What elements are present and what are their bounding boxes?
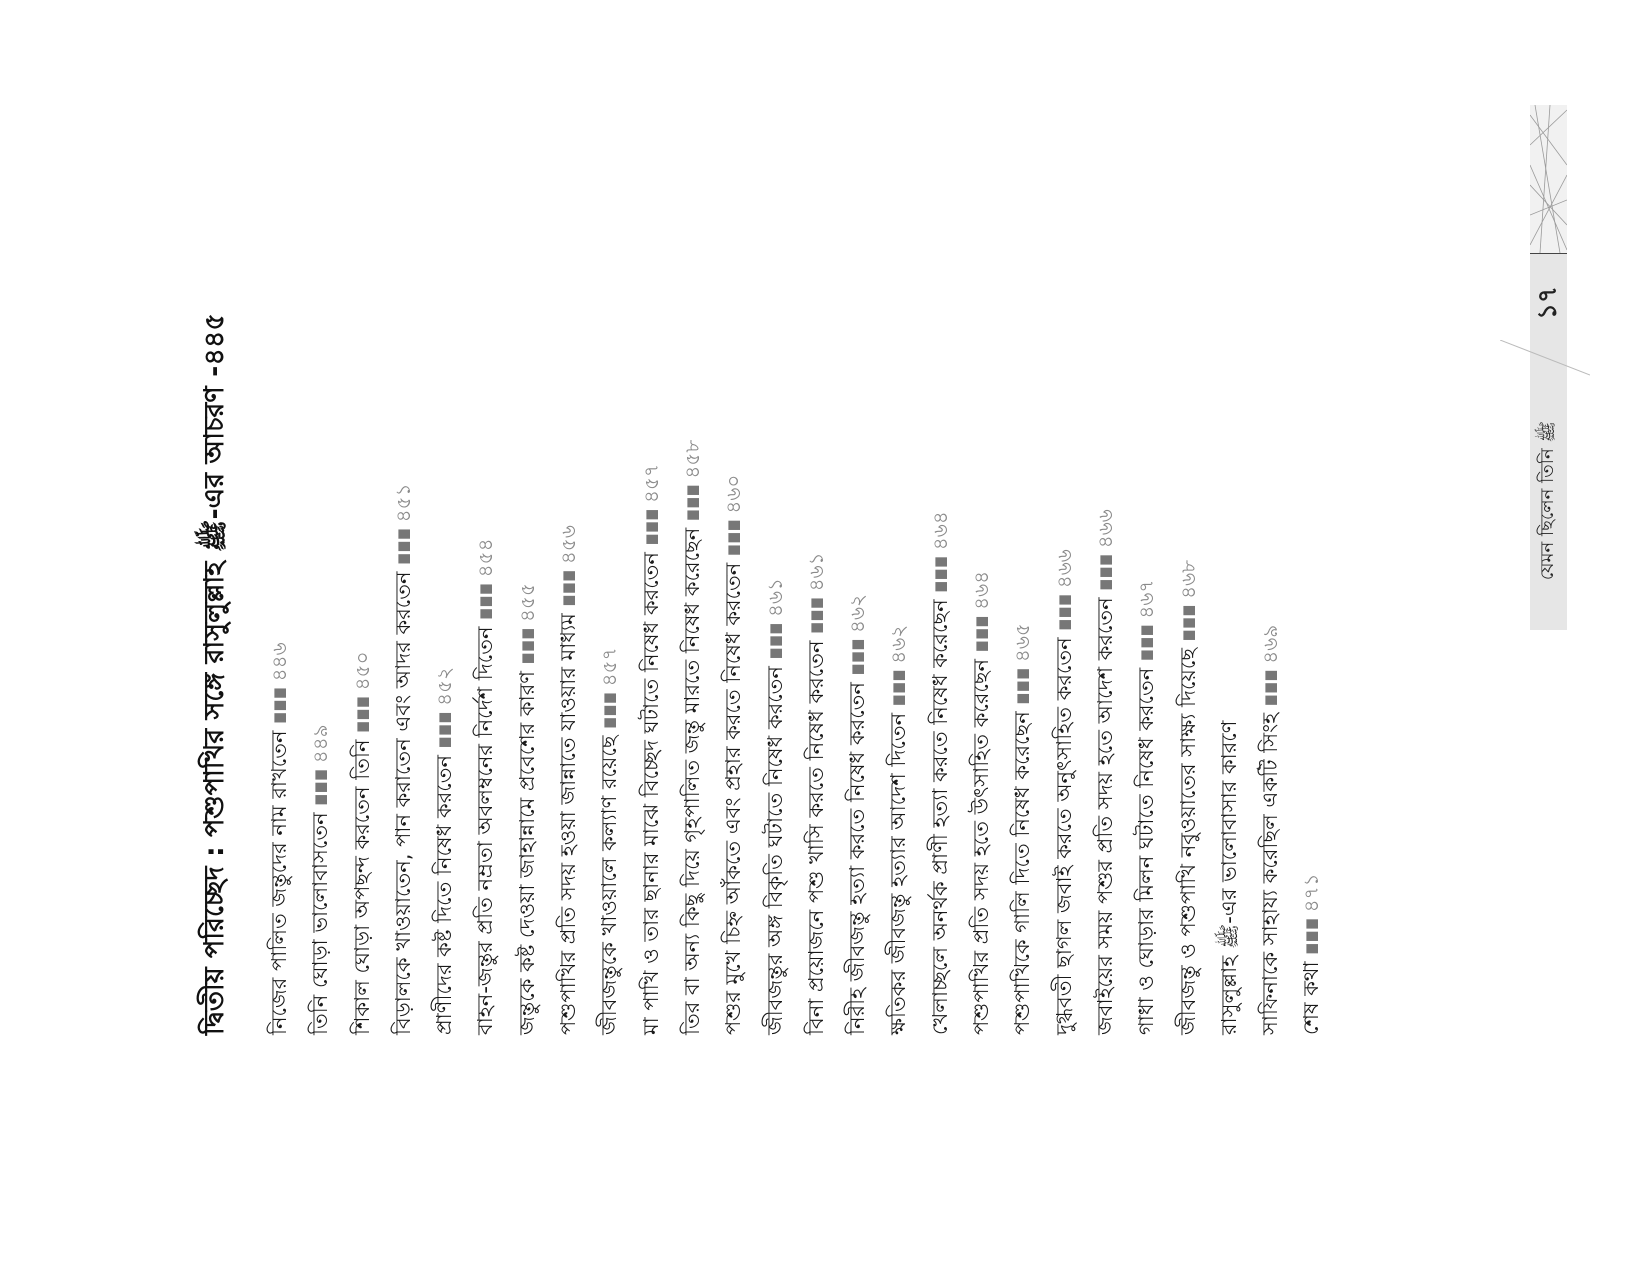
- contents-block: [195, 235, 1333, 1035]
- dot-leader: ∎∎∎: [638, 508, 663, 547]
- toc-entry-title: পশুপাখির প্রতি সদয় হওয়া জান্নাতে যাওয়ার মাধ্যম: [556, 613, 581, 1035]
- toc-entry: [465, 235, 506, 1035]
- dot-leader: ∎∎∎: [556, 570, 581, 608]
- toc-entry: [300, 235, 341, 1035]
- toc-entry-title: তির বা অন্য কিছু দিয়ে গৃহপালিত জন্তু মারতে নিষেধ করেছেন: [679, 527, 704, 1035]
- dot-leader: ∎∎∎: [1258, 669, 1283, 707]
- dot-leader: ∎∎∎: [1134, 624, 1159, 662]
- toc-entry-page: ৪৪৬: [267, 642, 291, 682]
- toc-entry: [837, 235, 878, 1035]
- toc-entry: [1002, 235, 1043, 1035]
- toc-entry-page: ৪৬৫: [1010, 623, 1035, 663]
- toc-entry-title: জবাইয়ের সময় পশুর প্রতি সদয় হতে আদেশ করতেন: [1092, 597, 1117, 1035]
- toc-entry-page: ৪৬৪: [969, 570, 994, 610]
- dot-leader: ∎∎∎: [886, 669, 911, 707]
- toc-entry-title: জীবজন্তুর অঙ্গ বিকৃতি ঘটাতে নিষেধ করতেন: [762, 666, 787, 1035]
- dot-leader: ∎∎∎: [1175, 604, 1200, 642]
- dot-leader: ∎∎∎: [1010, 668, 1035, 706]
- dot-leader: ∎∎∎: [927, 556, 952, 594]
- toc-entry-page: ৪৭১: [1299, 873, 1324, 913]
- toc-entry-title: সাফিনাকে সাহায্য করেছিল একটি সিংহ: [1258, 712, 1283, 1035]
- dot-leader: ∎∎∎: [349, 696, 374, 734]
- toc-entry: [383, 235, 424, 1035]
- toc-entry: [713, 235, 754, 1035]
- toc-entry: [878, 235, 919, 1035]
- toc-entry: [1291, 235, 1332, 1035]
- toc-entry-title: তিনি ঘোড়া ভালোবাসতেন: [308, 812, 333, 1035]
- page-number: ১৭: [1532, 285, 1563, 320]
- toc-entry: [342, 235, 383, 1035]
- toc-entry-title: জীবজন্তুকে খাওয়ালে কল্যাণ রয়েছে: [597, 735, 622, 1035]
- toc-entry-page: ৪৫৫: [514, 583, 539, 622]
- toc-list: [259, 235, 1333, 1035]
- dot-leader: ∎∎∎: [1299, 918, 1324, 956]
- toc-entry-title: নিজের পালিত জন্তুদের নাম রাখতেন: [267, 730, 291, 1035]
- decorative-pattern: [1530, 105, 1567, 254]
- dot-leader: ∎∎∎: [1051, 594, 1076, 632]
- running-header: যেমন ছিলেন তিনি ﷺ: [1537, 420, 1559, 581]
- toc-entry-page: ৪৫৭: [597, 647, 622, 687]
- toc-entry: [589, 235, 630, 1035]
- toc-entry-title: জীবজন্তু ও পশুপাখি নবুওয়াতের সাক্ষ্য দিয়েছে: [1175, 647, 1200, 1035]
- dot-leader: ∎∎∎: [969, 615, 994, 653]
- toc-entry-title: বাহন-জন্তুর প্রতি নম্রতা অবলম্বনের নির্দেশ দিতেন: [473, 626, 498, 1035]
- toc-entry: [796, 235, 837, 1035]
- toc-entry-title: পশুপাখির প্রতি সদয় হতে উৎসাহিত করেছেন: [969, 658, 994, 1035]
- toc-entry-title: প্রাণীদের কষ্ট দিতে নিষেধ করতেন: [432, 754, 457, 1035]
- dot-leader: ∎∎∎: [597, 692, 622, 730]
- toc-entry: [1168, 235, 1209, 1035]
- dot-leader: ∎∎∎: [514, 627, 539, 666]
- toc-entry-title: মা পাখি ও তার ছানার মাঝে বিচ্ছেদ ঘটাতে নিষেধ করতেন: [638, 552, 663, 1035]
- toc-entry-title: বিড়ালকে খাওয়াতেন, পান করাতেন এবং আদর করতেন: [390, 571, 415, 1035]
- toc-entry-title: গাধা ও ঘোড়ার মিলন ঘটাতে নিষেধ করতেন: [1134, 667, 1159, 1035]
- toc-entry: [259, 235, 300, 1035]
- dot-leader: ∎∎∎: [1092, 554, 1117, 592]
- toc-entry-page: ৪৬৬: [1051, 549, 1076, 589]
- toc-entry: [755, 235, 796, 1035]
- toc-entry-title: খেলাচ্ছলে অনর্থক প্রাণী হত্যা করতে নিষেধ করেছেন: [927, 599, 952, 1035]
- toc-entry: [1250, 235, 1291, 1035]
- toc-entry-page: ৪৪৯: [308, 724, 333, 764]
- toc-entry-title: শেষ কথা: [1299, 961, 1324, 1035]
- toc-entry-title: নিরীহ জীবজন্তু হত্যা করতে নিষেধ করতেন: [845, 682, 870, 1035]
- dot-leader: ∎∎∎: [432, 711, 457, 749]
- dot-leader: ∎∎∎: [845, 638, 870, 677]
- toc-entry-title: শিকাল ঘোড়া অপছন্দ করতেন তিনি: [349, 739, 374, 1035]
- dot-leader: ∎∎∎: [473, 583, 498, 621]
- dot-leader: ∎∎∎: [762, 622, 787, 661]
- toc-entry-page: ৪৬২: [886, 624, 911, 664]
- dot-leader: ∎∎∎: [267, 687, 291, 725]
- toc-entry: [1209, 235, 1250, 1035]
- toc-entry-title: পশুর মুখে চিহ্ন আঁকতে এবং প্রহার করতে নিষেধ করতেন: [721, 562, 746, 1035]
- toc-entry: [1126, 235, 1167, 1035]
- toc-entry-page: ৪৬৯: [1258, 624, 1283, 664]
- toc-entry-page: ৪৬৬: [1092, 509, 1117, 549]
- toc-entry-page: ৪৫২: [432, 666, 457, 706]
- toc-entry-page: ৪৬৭: [1134, 579, 1159, 619]
- toc-entry-page: ৪৫০: [349, 651, 374, 691]
- toc-entry: [1085, 235, 1126, 1035]
- toc-entry-title: জন্তুকে কষ্ট দেওয়া জাহান্নামে প্রবেশের কারণ: [514, 671, 539, 1035]
- toc-entry: [548, 235, 589, 1035]
- dot-leader: ∎∎∎: [679, 484, 704, 522]
- dot-leader: ∎∎∎: [803, 597, 828, 635]
- dot-leader: ∎∎∎: [390, 528, 415, 566]
- toc-entry: [631, 235, 672, 1035]
- toc-entry-title: বিনা প্রয়োজনে পশু খাসি করতে নিষেধ করতেন: [803, 640, 828, 1035]
- toc-entry: [672, 235, 713, 1035]
- toc-entry-page: ৪৬২: [845, 593, 870, 633]
- toc-entry-title: দুগ্ধবতী ছাগল জবাই করতে অনুৎসাহিত করতেন: [1051, 637, 1076, 1035]
- toc-entry: [424, 235, 465, 1035]
- dot-leader: ∎∎∎: [721, 519, 746, 557]
- toc-entry-page: ৪৫৬: [556, 525, 581, 565]
- toc-entry-page: ৪৫৪: [473, 538, 498, 578]
- toc-entry-page: ৪৬৮: [1175, 559, 1200, 599]
- toc-entry-page: ৪৬১: [803, 552, 828, 592]
- toc-entry: [920, 235, 961, 1035]
- toc-entry: [961, 235, 1002, 1035]
- chapter-title: দ্বিতীয় পরিচ্ছেদ : পশুপাখির সঙ্গে রাসুলুল্লাহ ﷺ-এর আচরণ -৪৪৫: [199, 313, 230, 1035]
- toc-entry: [507, 235, 548, 1035]
- toc-entry-page: ৪৫৮: [679, 439, 704, 479]
- toc-entry-page: ৪৫১: [390, 483, 415, 523]
- toc-entry-page: ৪৬০: [721, 474, 746, 514]
- dot-leader: ∎∎∎: [308, 769, 333, 807]
- toc-entry-title: ক্ষতিকর জীবজন্তু হত্যার আদেশ দিতেন: [886, 712, 911, 1035]
- toc-entry-page: ৪৬১: [762, 577, 787, 617]
- toc-entry-page: ৪৫৭: [638, 463, 663, 503]
- toc-entry-title: রাসুলুল্লাহ ﷺ-এর ভালোবাসার কারণে: [1216, 720, 1241, 1035]
- decorative-line: [1500, 340, 1590, 380]
- toc-entry-page: ৪৬৪: [927, 511, 952, 551]
- toc-entry-title: পশুপাখিকে গালি দিতে নিষেধ করেছেন: [1010, 711, 1035, 1035]
- toc-entry: [1044, 235, 1085, 1035]
